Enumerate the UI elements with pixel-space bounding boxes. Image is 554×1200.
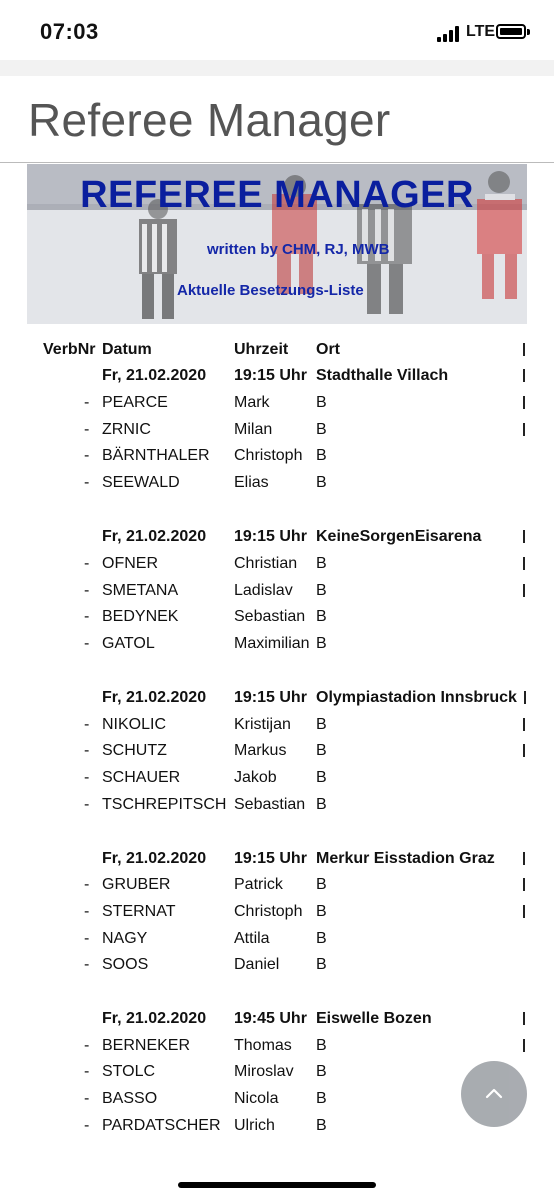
- cut-off-cell: [523, 1006, 554, 1032]
- battery-tip: [527, 29, 530, 35]
- row-dash: -: [84, 930, 90, 947]
- row-dash: -: [84, 1037, 90, 1054]
- network-label: LTE: [466, 23, 496, 40]
- referee-firstname: Christoph: [234, 903, 303, 920]
- cut-off-cell: [523, 417, 554, 443]
- referee-role: B: [316, 769, 327, 786]
- referee-role: B: [316, 1063, 327, 1080]
- row-dash: -: [84, 769, 90, 786]
- referee-role: B: [316, 421, 327, 438]
- referee-lastname: GRUBER: [102, 876, 171, 893]
- referee-lastname: PARDATSCHER: [102, 1117, 221, 1134]
- referee-firstname: Daniel: [234, 956, 280, 973]
- referee-lastname: STOLC: [102, 1063, 156, 1080]
- referee-firstname: Milan: [234, 421, 273, 438]
- row-dash: -: [84, 876, 90, 893]
- game-venue: Eiswelle Bozen: [316, 1010, 432, 1027]
- referee-role: B: [316, 635, 327, 652]
- banner-subtitle: written by CHM, RJ, MWB: [207, 241, 390, 258]
- referee-row: [0, 712, 554, 738]
- table-header-row: [0, 337, 554, 363]
- cut-off-cell: [523, 390, 554, 416]
- referee-role: B: [316, 956, 327, 973]
- referee-row: [0, 872, 554, 898]
- referee-role: B: [316, 796, 327, 813]
- cut-off-cell: [523, 712, 554, 738]
- referee-lastname: SMETANA: [102, 582, 179, 599]
- referee-role: B: [316, 447, 327, 464]
- cut-off-cell: [523, 578, 554, 604]
- status-time: 07:03: [40, 19, 99, 44]
- referee-firstname: Markus: [234, 742, 287, 759]
- referee-role: B: [316, 394, 327, 411]
- row-dash: -: [84, 1063, 90, 1080]
- referee-firstname: Attila: [234, 930, 270, 947]
- referee-firstname: Thomas: [234, 1037, 292, 1054]
- row-dash: -: [84, 796, 90, 813]
- referee-lastname: GATOL: [102, 635, 155, 652]
- referee-lastname: BÄRNTHALER: [102, 447, 210, 464]
- game-time: 19:15 Uhr: [234, 367, 307, 384]
- referee-lastname: OFNER: [102, 555, 158, 572]
- game-row: [0, 524, 554, 550]
- referee-row: [0, 470, 554, 496]
- referee-row: [0, 738, 554, 764]
- referee-row: [0, 1033, 554, 1059]
- game-date: Fr, 21.02.2020: [102, 367, 207, 384]
- row-dash: -: [84, 903, 90, 920]
- game-time: 19:15 Uhr: [234, 528, 307, 545]
- referee-lastname: SEEWALD: [102, 474, 180, 491]
- cut-off-cell: [523, 1033, 554, 1059]
- game-date: Fr, 21.02.2020: [102, 689, 207, 706]
- row-dash: -: [84, 447, 90, 464]
- row-dash: -: [84, 1090, 90, 1107]
- banner-list-title: Aktuelle Besetzungs-Liste: [177, 282, 364, 299]
- game-row: [0, 685, 554, 711]
- game-date: Fr, 21.02.2020: [102, 1010, 207, 1027]
- game-venue: Stadthalle Villach: [316, 367, 449, 384]
- chevron-up-icon: [484, 1086, 504, 1100]
- game-venue: Olympiastadion Innsbruck: [316, 689, 517, 706]
- referee-role: B: [316, 716, 327, 733]
- referee-row: [0, 443, 554, 469]
- referee-row: [0, 899, 554, 925]
- referee-firstname: Ulrich: [234, 1117, 275, 1134]
- game-time: 19:15 Uhr: [234, 850, 307, 867]
- referee-lastname: NAGY: [102, 930, 148, 947]
- referee-role: B: [316, 1090, 327, 1107]
- scroll-to-top-button[interactable]: [461, 1061, 527, 1127]
- referee-role: B: [316, 1037, 327, 1054]
- referee-firstname: Maximilian: [234, 635, 310, 652]
- page-title: Referee Manager: [28, 94, 391, 146]
- row-dash: -: [84, 1117, 90, 1134]
- referee-lastname: SOOS: [102, 956, 149, 973]
- referee-role: B: [316, 742, 327, 759]
- referee-firstname: Sebastian: [234, 796, 306, 813]
- cut-off-cell: [523, 872, 554, 898]
- referee-firstname: Mark: [234, 394, 270, 411]
- row-dash: -: [84, 394, 90, 411]
- cut-off-cell: [523, 738, 554, 764]
- referee-lastname: NIKOLIC: [102, 716, 167, 733]
- referee-lastname: BASSO: [102, 1090, 158, 1107]
- game-row: [0, 1006, 554, 1032]
- referee-role: B: [316, 903, 327, 920]
- row-dash: -: [84, 582, 90, 599]
- referee-row: [0, 631, 554, 657]
- status-bar: [0, 0, 554, 60]
- header-uhrzeit[interactable]: Uhrzeit: [234, 341, 289, 358]
- cut-off-cell: [523, 363, 554, 389]
- cut-off-cell: [523, 551, 554, 577]
- header-verbnr[interactable]: VerbNr: [43, 341, 96, 358]
- page-header: [0, 76, 554, 163]
- referee-role: B: [316, 555, 327, 572]
- row-dash: -: [84, 956, 90, 973]
- game-row: [0, 363, 554, 389]
- referee-row: [0, 926, 554, 952]
- row-dash: -: [84, 742, 90, 759]
- referee-role: B: [316, 876, 327, 893]
- referee-row: [0, 390, 554, 416]
- referee-row: [0, 417, 554, 443]
- banner-title: REFEREE MANAGER: [80, 174, 474, 216]
- referee-firstname: Patrick: [234, 876, 283, 893]
- referee-row: [0, 604, 554, 630]
- row-dash: -: [84, 635, 90, 652]
- header-cut-off-column: [523, 337, 554, 363]
- cut-off-cell: [523, 899, 554, 925]
- row-dash: -: [84, 716, 90, 733]
- referee-lastname: BERNEKER: [102, 1037, 191, 1054]
- signal-icon: [437, 26, 463, 42]
- referee-firstname: Christian: [234, 555, 298, 572]
- row-dash: -: [84, 421, 90, 438]
- referee-row: [0, 952, 554, 978]
- game-date: Fr, 21.02.2020: [102, 850, 207, 867]
- referee-firstname: Jakob: [234, 769, 277, 786]
- cut-off-cell: [524, 685, 554, 711]
- referee-lastname: STERNAT: [102, 903, 176, 920]
- row-dash: -: [84, 474, 90, 491]
- referee-lastname: SCHAUER: [102, 769, 181, 786]
- referee-role: B: [316, 1117, 327, 1134]
- header-datum[interactable]: Datum: [102, 341, 152, 358]
- referee-firstname: Christoph: [234, 447, 303, 464]
- referee-lastname: ZRNIC: [102, 421, 151, 438]
- banner-image: [27, 164, 527, 324]
- referee-firstname: Ladislav: [234, 582, 293, 599]
- referee-lastname: SCHUTZ: [102, 742, 167, 759]
- referee-role: B: [316, 608, 327, 625]
- battery-icon: [496, 24, 526, 39]
- referee-row: [0, 765, 554, 791]
- game-venue: Merkur Eisstadion Graz: [316, 850, 495, 867]
- referee-lastname: BEDYNEK: [102, 608, 179, 625]
- row-dash: -: [84, 608, 90, 625]
- referee-firstname: Kristijan: [234, 716, 291, 733]
- referee-lastname: TSCHREPITSCH: [102, 796, 227, 813]
- header-ort[interactable]: Ort: [316, 341, 340, 358]
- referee-lastname: PEARCE: [102, 394, 168, 411]
- game-date: Fr, 21.02.2020: [102, 528, 207, 545]
- referee-firstname: Miroslav: [234, 1063, 294, 1080]
- referee-firstname: Nicola: [234, 1090, 279, 1107]
- referee-row: [0, 578, 554, 604]
- toolbar-strip: [0, 60, 554, 76]
- cut-off-cell: [523, 846, 554, 872]
- referee-role: B: [316, 474, 327, 491]
- referee-role: B: [316, 582, 327, 599]
- game-row: [0, 846, 554, 872]
- cut-off-cell: [523, 524, 554, 550]
- referee-row: [0, 551, 554, 577]
- game-time: 19:45 Uhr: [234, 1010, 307, 1027]
- home-indicator[interactable]: [178, 1182, 376, 1188]
- referee-firstname: Sebastian: [234, 608, 306, 625]
- game-time: 19:15 Uhr: [234, 689, 307, 706]
- referee-row: [0, 792, 554, 818]
- game-venue: KeineSorgenEisarena: [316, 528, 482, 545]
- row-dash: -: [84, 555, 90, 572]
- referee-firstname: Elias: [234, 474, 269, 491]
- referee-role: B: [316, 930, 327, 947]
